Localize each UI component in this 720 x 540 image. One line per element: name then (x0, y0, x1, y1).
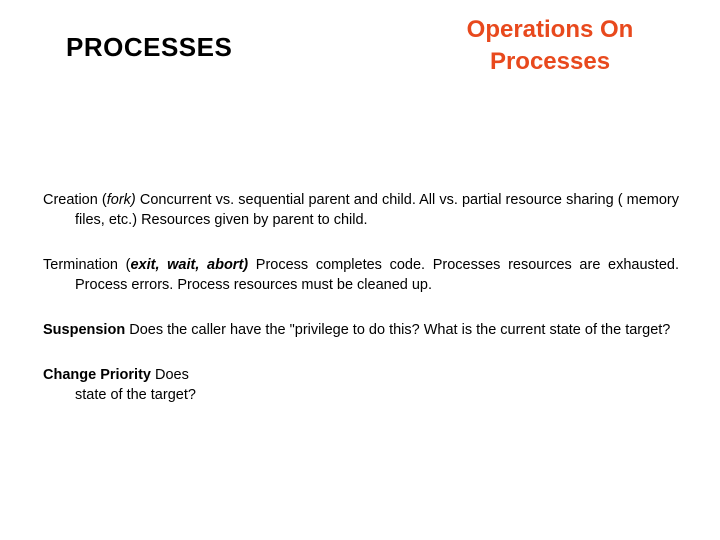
section-title-line2: Processes (489, 48, 611, 75)
list-item-termination (43, 255, 679, 295)
section-title-line1: Operations On (466, 16, 634, 43)
item-term: exit, wait, abort) (130, 257, 249, 273)
bullet-content (43, 190, 679, 405)
item-text-continued: state of the target? (75, 387, 196, 403)
item-label: Change Priority (43, 367, 151, 383)
list-item-suspension (43, 320, 679, 340)
item-text: Does the caller have the "privilege to do this? What is the current state of the target? (125, 322, 671, 338)
section-title (430, 14, 670, 78)
item-text: Concurrent vs. sequential parent and child. All vs. partial resource sharing ( memory files, etc.) Resources given by parent to child. (75, 192, 680, 228)
item-paren-open: ( (117, 257, 131, 273)
item-text: Process completes code. Processes resources are exhausted. Process errors. Process resources must be cleaned up. (75, 257, 679, 293)
item-text: Does (150, 367, 189, 383)
item-label: Suspension (43, 322, 126, 338)
list-item-creation (43, 190, 679, 230)
slide-title: PROCESSES (66, 32, 233, 62)
item-term: fork) (106, 192, 136, 208)
item-paren-open: ( (97, 192, 107, 208)
item-label: Termination (43, 257, 118, 273)
list-item-change-priority (43, 365, 679, 405)
item-label: Creation (43, 192, 98, 208)
